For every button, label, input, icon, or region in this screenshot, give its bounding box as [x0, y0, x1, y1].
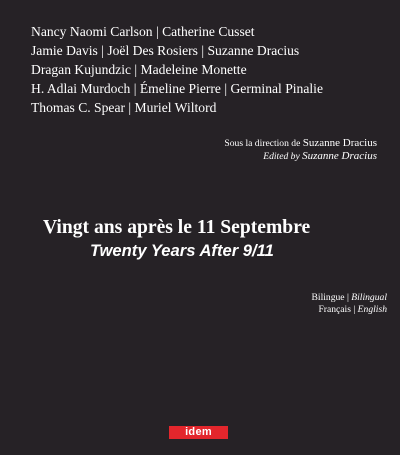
editor-credit: [224, 137, 377, 163]
author-line: Thomas C. Spear | Muriel Wiltord: [31, 100, 217, 115]
francais-label: Français: [318, 304, 351, 315]
editor-prefix-en: Edited by: [263, 151, 300, 162]
editor-credit-en: [224, 150, 377, 163]
author-list: [31, 22, 391, 117]
language-separator: |: [350, 304, 358, 315]
publisher-logo: idem: [169, 426, 228, 439]
author-line: Nancy Naomi Carlson | Catherine Cusset: [31, 24, 255, 39]
editor-name-en: Suzanne Dracius: [302, 150, 377, 162]
language-separator: |: [344, 292, 352, 303]
editor-prefix-fr: Sous la direction de: [224, 138, 301, 149]
book-title-en: Twenty Years After 9/11: [90, 241, 274, 260]
author-line: Dragan Kujundzic | Madeleine Monette: [31, 62, 247, 77]
book-title-fr: Vingt ans après le 11 Septembre: [43, 217, 311, 238]
language-line-2: [312, 304, 387, 316]
bilingual-label: Bilingual: [351, 292, 387, 303]
author-line: H. Adlai Murdoch | Émeline Pierre | Germinal Pinalie: [31, 81, 323, 96]
editor-credit-fr: [224, 137, 377, 150]
english-label: English: [357, 304, 387, 315]
bilingue-label: Bilingue: [311, 292, 345, 303]
editor-name-fr: Suzanne Dracius: [302, 137, 377, 149]
language-info: [312, 292, 387, 316]
author-line: Jamie Davis | Joël Des Rosiers | Suzanne Dracius: [31, 43, 300, 58]
language-line-1: [312, 292, 387, 304]
